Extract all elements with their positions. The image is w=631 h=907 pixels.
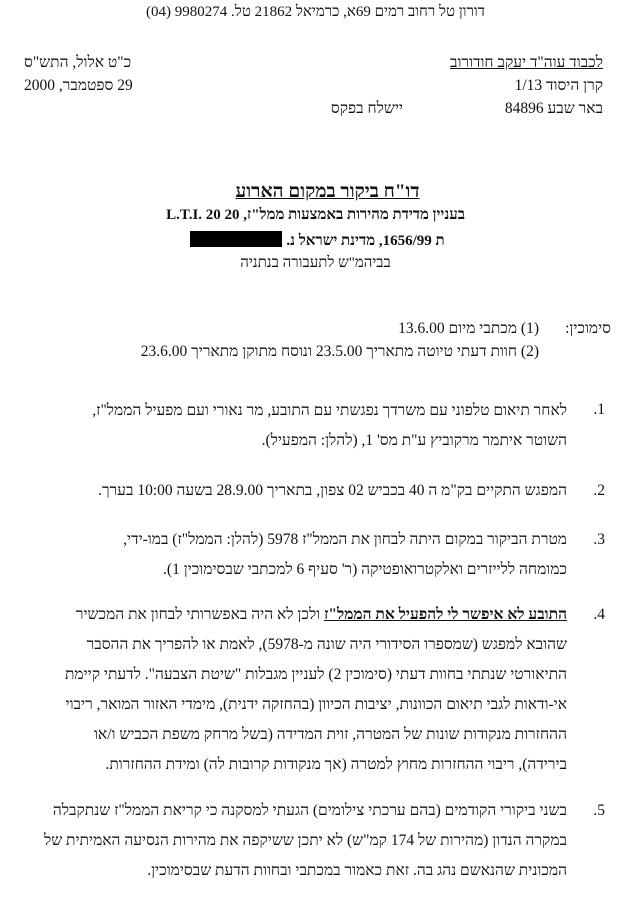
paragraph-line: אי-ודאות לגבי תיאום הכוונות, יציבות הכיוון (בהחזקה ידנית), מימדי האזור המואר, ריבוי	[65, 696, 567, 713]
reference-item-2: (2) חוות דעתי טיוטה מתאריך 23.5.00 ונוסח מתוקן מתאריך 23.6.00	[140, 343, 539, 360]
references-label: סימוכין:	[565, 320, 611, 337]
redaction-bar	[190, 231, 282, 247]
paragraph-line: ההחזרות מנקודות שונות של המטרה, זוית המדידה (בשל מרחק משפת הכביש ו/או	[93, 726, 567, 743]
recipient-line-2: קרן היסוד 1/13	[514, 77, 603, 94]
paragraph-line: שהובא למפגש (שמספרו הסידורי היה שונה מ-5978), לאמת או להפריך את ההסבר	[86, 636, 567, 653]
paragraph-line: המפגש התקיים בק"מ ה 40 בכביש 02 צפון, בתאריך 28.9.00 בשעה 10:00 בערך.	[98, 482, 567, 499]
paragraph-number: 1.	[593, 401, 605, 418]
paragraph-4	[64, 600, 567, 780]
recipient-line-3: באר שבע 84896	[504, 100, 603, 117]
paragraph-line: המכונית שהנאשם נהג בה. זאת כאמור במכתבי ובחוות הדעת שבסימוכין.	[147, 862, 567, 879]
paragraph-number: 4.	[593, 606, 605, 623]
page-title: דו"ח ביקור במקום הארוע	[235, 181, 420, 202]
paragraph-line: השוטר איתמר מרקוביץ ע"ת מס' 1, (להלן: המפעיל).	[261, 432, 567, 449]
paragraph-number: 5.	[593, 802, 605, 819]
paragraph-1	[77, 396, 567, 456]
paragraph-line: במקרה הנדון (מהירות של 174 קמ"ש) לא יתכן ששיקפה את מהירות הנסיעה האמיתית של	[43, 832, 567, 849]
paragraph-line: מטרת הביקור במקום היתה לבחון את הממל"ז 5978 (להלן: הממל"ז) במו-ידי,	[123, 531, 567, 548]
fax-note: יישלח בפקס	[330, 100, 403, 117]
letterhead: דורון טל רחוב רמים 69א, כרמיאל 21862 טל. 9980274 (04)	[146, 4, 485, 20]
reference-item-1: (1) מכתבי מיום 13.6.00	[398, 320, 539, 337]
paragraph-line: בירידה), ריבוי ההחזרות מחוץ למטרה (אך מנקודות קרובות לה) ומידת ההחזרות.	[105, 756, 567, 773]
subject-line-3: בביהמ"ש לתעבורה בנתניה	[240, 255, 391, 271]
paragraph-number: 2.	[593, 482, 605, 499]
paragraph-line: לאחר תיאום טלפוני עם משרדך נפגשתי עם התובע, מר נאורי ועם מפעיל הממל"ז,	[92, 402, 567, 419]
paragraph-line: כמומחה ללייזרים ואלקטרואופטיקה (ר' סעיף 6 למכתבי שבסימוכין 1).	[163, 561, 567, 578]
recipient-line-1: לכבוד עוה"ד יעקב חודורוב	[450, 54, 603, 71]
paragraph-lead: התובע לא איפשר לי להפעיל את הממל"ז	[324, 606, 567, 623]
subject-line-2	[0, 231, 631, 250]
recipient-name	[450, 54, 603, 72]
subject-line-1: בעניין מדידת מהירות באמצעות ממל"ז, 20 L.T.I. 20	[166, 207, 465, 223]
paragraph-line: התיאורטי שנתתי בחוות דעתי (סימוכין 2) לעניין מגבלות "שיטת הצבעה". לדעתי קיימת	[64, 666, 567, 683]
subject-case: ת 1656/99, מדינת ישראל נ.	[286, 233, 445, 249]
paragraph-number: 3.	[593, 531, 605, 548]
paragraph-line: התובע לא איפשר לי להפעיל את הממל"ז ולכן לא היה באפשרותי לבחון את המכשיר	[75, 606, 567, 623]
date-gregorian: 29 ספטמבר, 2000	[24, 77, 133, 94]
date-hebrew: כ"ט אלול, התש"ס	[24, 54, 132, 71]
paragraph-5	[43, 796, 567, 886]
paragraph-3	[77, 525, 567, 585]
paragraph-line: בשני ביקורי הקודמים (בהם ערכתי צילומים) הגעתי למסקנה כי קריאת הממל"ז שנתקבלה	[52, 802, 567, 819]
paragraph-2	[77, 476, 567, 506]
